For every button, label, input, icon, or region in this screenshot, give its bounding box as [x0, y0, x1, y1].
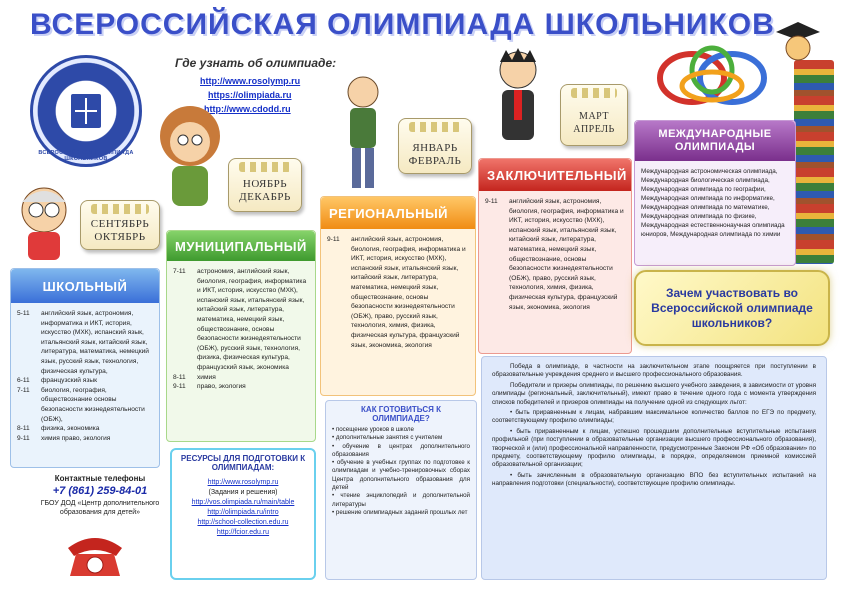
- stage-international: [634, 120, 796, 266]
- why-participate-callout: Зачем участвовать во Всероссийской олимпиаде школьников?: [634, 270, 830, 346]
- where-link-rosolymp[interactable]: http://www.rosolymp.ru: [200, 76, 301, 86]
- subject-list: физика, экономика: [41, 425, 100, 433]
- student-with-backpack-icon: [340, 72, 386, 196]
- stage-municipal-label: МУНИЦИПАЛЬНЫЙ: [167, 231, 315, 261]
- how-item: • обучение в центрах дополнительного образования: [332, 442, 470, 458]
- subject-list: химия: [197, 373, 216, 381]
- resource-link[interactable]: http://www.rosolymp.ru: [207, 479, 279, 486]
- grade-range: 8-11: [17, 425, 30, 433]
- resources-box: [170, 448, 316, 580]
- resource-link[interactable]: http://vos.olimpiada.ru/main/table: [191, 499, 295, 506]
- grade-range: 5-11: [17, 310, 30, 317]
- how-item: • решение олимпиадных заданий прошлых лет: [332, 508, 468, 516]
- logo-text: ВСЕРОССИЙСКАЯ ОЛИМПИАДА ШКОЛЬНИКОВ: [38, 150, 134, 162]
- subject-list: биология, география, обществознание основы безопасности жизнедеятельности (ОБЖ),: [41, 386, 145, 423]
- where-heading: Где узнать об олимпиаде:: [175, 56, 337, 70]
- resources-title: РЕСУРСЫ ДЛЯ ПОДГОТОВКИ К ОЛИМПИАДАМ:: [180, 454, 306, 472]
- stage-municipal: [166, 230, 316, 442]
- subject-list: химия право, экология: [41, 434, 111, 442]
- month-label: МАРТ: [579, 111, 609, 122]
- stage-municipal-subjects: [167, 261, 315, 398]
- subject-row: [17, 309, 153, 376]
- stage-school-label: ШКОЛЬНЫЙ: [11, 269, 159, 303]
- resource-link[interactable]: http://fcior.edu.ru: [216, 529, 270, 536]
- olympiad-knot-logo-icon: [652, 40, 772, 116]
- stage-regional-label: РЕГИОНАЛЬНЫЙ: [321, 197, 475, 229]
- months-card-final: [560, 84, 628, 146]
- stage-final-label: ЗАКЛЮЧИТЕЛЬНЫЙ: [479, 159, 631, 191]
- resource-note: (Задания и решения): [208, 489, 278, 496]
- stack-of-books-icon: [794, 60, 834, 264]
- month-label: АПРЕЛЬ: [573, 124, 615, 135]
- month-label: ФЕВРАЛЬ: [408, 155, 462, 167]
- month-label: ОКТЯБРЬ: [94, 231, 146, 243]
- stage-school: [10, 268, 160, 468]
- subject-list: английский язык, астрономия, биология, география, информатика и ИКТ, история, искусство (МХК), испанский язык, итальянский язык, китайский язык, литература, математика, немецкий язык, обществознание, основы безопасности жизнедеятельности (ОБЖ), право, русский язык, технология, химия, физика, физическая культура, французский язык, экономика, экология: [509, 198, 624, 311]
- contacts: [30, 474, 170, 517]
- subject-list: английский язык, астрономия, информатика и ИКТ, история, искусство (МХК), испанский язык, итальянский язык, китайский язык, литература, математика, немецкий язык, русский язык, технология, физическая культура,: [41, 310, 149, 375]
- how-item: • посещение уроков в школе: [332, 426, 414, 433]
- month-label: НОЯБРЬ: [242, 178, 288, 190]
- winners-benefits: [481, 356, 827, 580]
- logo-emblem-icon: [33, 58, 139, 164]
- stage-regional-subjects: [321, 229, 475, 356]
- winners-paragraph: Победители и призеры олимпиады, по решению высшего учебного заведения, в зависимости от уровня олимпиады (региональный, заключительный), имеют право в течение одного года с момента утверждения списков победителей и призеров олимпиады на получение одной из следующих льгот:: [492, 381, 816, 406]
- months-card-regional: [398, 118, 472, 174]
- grade-range: 8-11: [173, 373, 186, 381]
- how-item: • дополнительные занятия с учителем: [332, 434, 443, 442]
- months-card-municipal: [228, 158, 302, 212]
- telephone-icon: [62, 528, 128, 580]
- how-title: КАК ГОТОВИТЬСЯ К ОЛИМПИАДЕ?: [361, 405, 441, 423]
- month-label: ЯНВАРЬ: [412, 142, 458, 154]
- subject-row: [17, 386, 153, 424]
- winners-paragraph: • быть приравненным к лицам, успешно прошедшим дополнительные вступительные испытания профильной (при поступлении в образовательные организации высшего профессионального образования), творческой и (или) профессиональной направленности, предусмотренные Законом РФ «Об образовании» по предмету, соответствующему профилю олимпиады, в порядке, определяемом приемной комиссией образовательной организации;: [492, 427, 816, 469]
- winners-paragraph: Победа в олимпиаде, в частности на заключительном этапе поощряется при поступлении в образовательные учреждения среднего и высшего профессионального образования.: [492, 363, 816, 379]
- stage-international-text: Международная астрономическая олимпиада, Международная биологическая олимпиада, Международная олимпиада по географии, Международная олимпиада по информатике, Международная олимпиада по математике, Международная олимпиада по физике, Международная естественнонаучная олимпиада юниоров, Международная олимпиада по химии: [641, 168, 785, 238]
- contacts-phone[interactable]: +7 (861) 259-84-01: [52, 485, 148, 497]
- resource-link[interactable]: http://school-collection.edu.ru: [197, 519, 289, 526]
- how-item: • чтение энциклопедий и дополнительной литературы: [332, 492, 470, 508]
- subject-row: [17, 376, 153, 386]
- stage-regional: [320, 196, 476, 396]
- month-label: СЕНТЯБРЬ: [90, 218, 150, 230]
- stage-school-subjects: [11, 303, 159, 449]
- stage-international-label: МЕЖДУНАРОДНЫЕ ОЛИМПИАДЫ: [635, 121, 795, 161]
- grade-range: 9-11: [173, 383, 186, 391]
- grade-range: 9-11: [327, 236, 340, 243]
- subject-row: [17, 424, 153, 434]
- professor-icon: [488, 46, 548, 156]
- winners-paragraph: • быть зачисленным в образовательную организацию ВПО без вступительных испытаний на направления подготовки (специальности), соответствующие профилю олимпиады.: [492, 471, 816, 488]
- resource-link[interactable]: http://olimpiada.ru/intro: [207, 509, 279, 516]
- where-link-cdodd[interactable]: http://www.cdodd.ru: [204, 104, 291, 114]
- subject-list: право, экология: [197, 383, 246, 391]
- grade-range: 6-11: [17, 377, 30, 385]
- subject-row: [485, 197, 625, 312]
- grade-range: 9-11: [17, 434, 30, 442]
- how-items: [332, 426, 470, 517]
- grade-range: 9-11: [485, 198, 498, 205]
- months-card-school: [80, 200, 160, 250]
- stage-final-subjects: [479, 191, 631, 318]
- grade-range: 7-11: [173, 268, 186, 275]
- resources-list: [176, 478, 310, 538]
- page-title: ВСЕРОССИЙСКАЯ ОЛИМПИАДА ШКОЛЬНИКОВ: [30, 8, 775, 41]
- subject-list: астрономия, английский язык, биология, география, информатика и ИКТ, история, искусство (МХК), испанский язык, итальянский язык, китайский язык, литература, математика, немецкий язык, обществознание, основы безопасности жизнедеятельности (ОБЖ), русский язык, технология, физика, физическая культура, французский язык, экономика: [197, 268, 307, 371]
- contacts-heading: Контактные телефоны: [54, 474, 146, 483]
- boy-with-glasses-icon: [8, 180, 80, 270]
- subject-row: [173, 382, 309, 392]
- subject-list: английский язык, астрономия, биология, география, информатика и ИКТ, история, искусство (МХК), испанский язык, итальянский язык, китайский язык, литература, математика, немецкий язык, обществознание, основы безопасности жизнедеятельности (ОБЖ), право, русский язык, технология, химия, физика, физическая культура, французский язык, экономика, экология: [351, 236, 466, 349]
- winners-paragraph: • быть приравненным к лицам, набравшим максимальное количество баллов по ЕГЭ по предмету, соответствующему профилю олимпиады;: [492, 409, 816, 425]
- how-item: • обучение в учебных группах по подготовке к олимпиадам и учебно-тренировочных сборах Центра дополнительного образования для детей: [332, 459, 470, 492]
- subject-row: [173, 373, 309, 383]
- stage-final: [478, 158, 632, 354]
- subject-row: [327, 235, 469, 350]
- graduate-owl-icon: [770, 18, 826, 62]
- subject-row: [17, 434, 153, 444]
- subject-list: французский язык: [41, 377, 98, 385]
- olympiad-logo: [30, 55, 142, 167]
- contacts-org: ГБОУ ДОД «Центр дополнительного образования для детей»: [40, 500, 160, 516]
- grade-range: 7-11: [17, 386, 30, 394]
- where-link-olimpiada[interactable]: https://olimpiada.ru: [208, 90, 292, 100]
- subject-row: [173, 267, 309, 373]
- how-to-prepare: [325, 400, 477, 580]
- month-label: ДЕКАБРЬ: [239, 191, 291, 203]
- curly-boy-icon: [150, 96, 230, 216]
